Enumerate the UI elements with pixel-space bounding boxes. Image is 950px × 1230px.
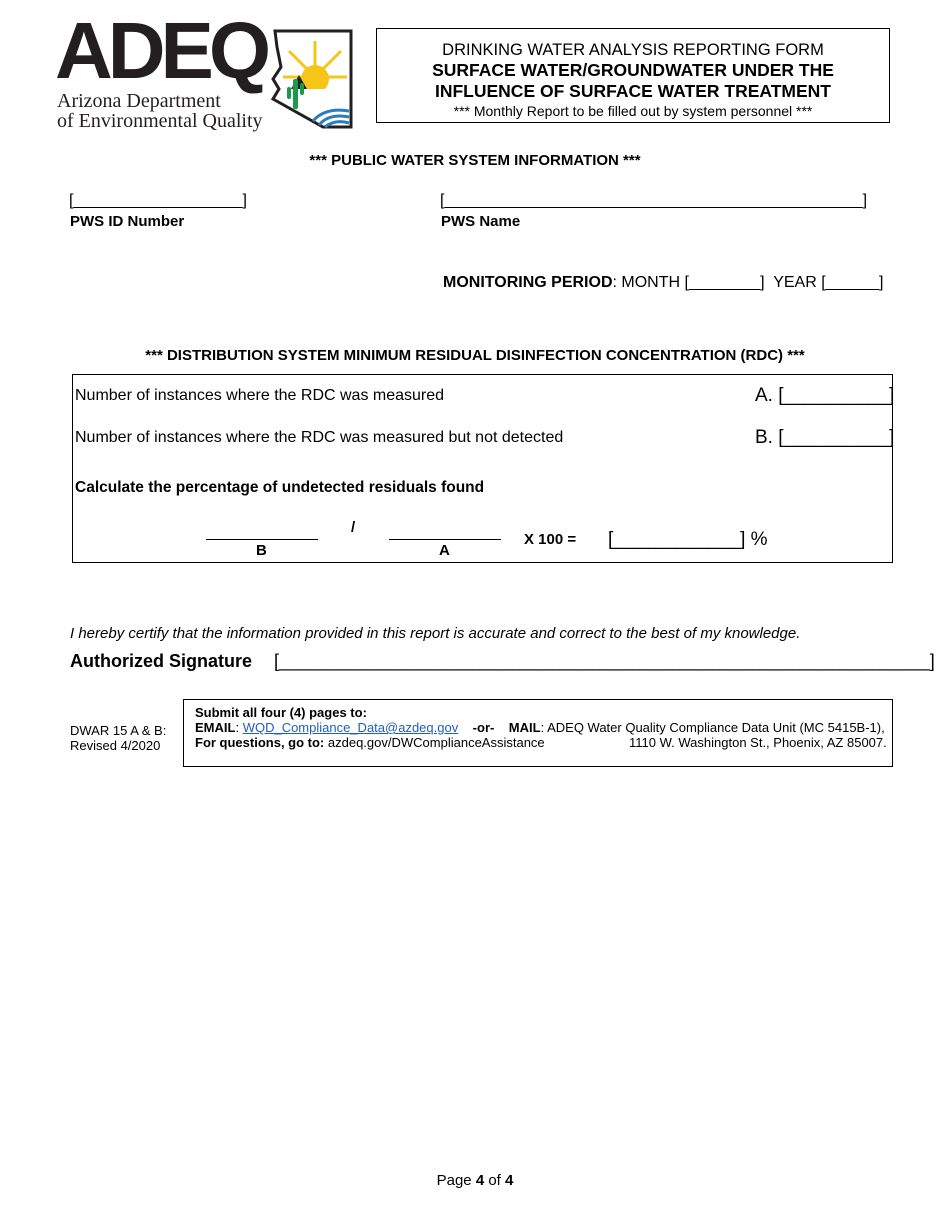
monitoring-year-input[interactable]: YEAR [______] <box>773 274 884 291</box>
pws-id-label: PWS ID Number <box>70 213 185 230</box>
email-link[interactable]: WQD_Compliance_Data@azdeq.gov <box>242 720 459 735</box>
logo-line-2: of Environmental Quality <box>57 110 263 132</box>
rdc-section-title: *** DISTRIBUTION SYSTEM MINIMUM RESIDUAL DISINFECTION CONCENTRATION (RDC) *** <box>145 347 805 364</box>
revision-date: Revised 4/2020 <box>70 738 161 753</box>
rdc-row-b-label: Number of instances where the RDC was measured but not detected <box>75 429 564 446</box>
questions-line <box>195 735 545 750</box>
pws-id-input[interactable]: [___________________] <box>69 192 247 209</box>
adeq-logo <box>55 6 355 133</box>
division-slash: / <box>351 519 356 536</box>
certification-statement: I hereby certify that the information provided in this report is accurate and correct to the best of my knowledge. <box>70 625 801 642</box>
page-of: of <box>488 1172 501 1189</box>
street-address: 1110 W. Washington St., Phoenix, AZ 85007. <box>629 735 887 750</box>
arizona-state-icon <box>265 27 355 131</box>
page-number <box>0 1172 950 1189</box>
form-subtitle: *** Monthly Report to be filled out by system personnel *** <box>453 103 813 119</box>
pws-name-label: PWS Name <box>441 213 521 230</box>
submission-info-box <box>183 699 893 767</box>
rdc-result-input[interactable]: [____________] % <box>608 529 768 550</box>
numerator-b-line[interactable] <box>206 539 318 540</box>
denom-b-label: B <box>256 542 267 559</box>
questions-url[interactable]: azdeq.gov/DWComplianceAssistance <box>327 735 545 750</box>
submit-title: Submit all four (4) pages to: <box>195 705 367 720</box>
logo-line-1: Arizona Department <box>57 90 221 112</box>
page-prefix: Page <box>436 1172 472 1189</box>
form-title-line-2: SURFACE WATER/GROUNDWATER UNDER THE <box>432 60 834 80</box>
page-current: 4 <box>475 1172 485 1189</box>
or-separator: -or- <box>472 720 495 735</box>
monitoring-period-label: MONITORING PERIOD <box>443 274 613 291</box>
page-total: 4 <box>505 1172 514 1189</box>
form-title-line-3: INFLUENCE OF SURFACE WATER TREATMENT <box>434 81 831 101</box>
form-id: DWAR 15 A & B: <box>70 723 167 738</box>
logo-letters: ADEQ <box>55 6 267 95</box>
denom-a-label: A <box>439 542 450 559</box>
form-title-box <box>376 28 890 123</box>
multiplier-label: X 100 = <box>524 531 577 548</box>
rdc-box <box>72 374 893 563</box>
monitoring-period <box>443 274 883 292</box>
questions-label: For questions, go to: <box>195 735 325 750</box>
submit-contact-line: EMAIL: WQD_Compliance_Data@azdeq.gov -or- MAIL: ADEQ Water Quality Compliance Data Unit (MC 5415B-1), <box>195 720 885 735</box>
email-label: EMAIL <box>195 720 236 735</box>
rdc-b-input[interactable]: B. [__________] <box>755 427 895 448</box>
monitoring-month-input[interactable]: : MONTH [________] <box>612 274 765 291</box>
signature-label: Authorized Signature <box>70 651 253 671</box>
pws-name-input[interactable]: [_______________________________________________] <box>440 192 868 209</box>
rdc-calc-title: Calculate the percentage of undetected residuals found <box>75 479 485 496</box>
pws-section-title: *** PUBLIC WATER SYSTEM INFORMATION *** <box>309 152 641 169</box>
signature-input[interactable]: [_________________________________________________________________] <box>274 651 935 671</box>
rdc-a-input[interactable]: A. [__________] <box>755 385 895 406</box>
form-title-line-1: DRINKING WATER ANALYSIS REPORTING FORM <box>442 41 824 59</box>
mail-label: MAIL <box>508 720 541 735</box>
mail-address: : ADEQ Water Quality Compliance Data Unit (MC 5415B-1), <box>540 720 885 735</box>
denominator-a-line[interactable] <box>389 539 501 540</box>
rdc-row-a-label: Number of instances where the RDC was measured <box>75 387 445 404</box>
